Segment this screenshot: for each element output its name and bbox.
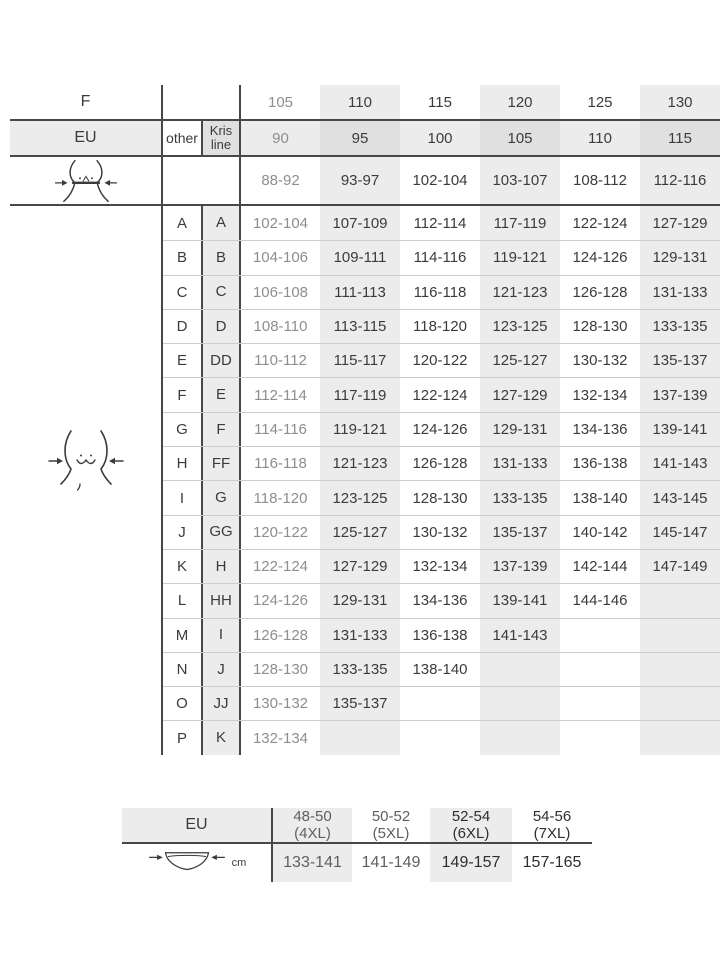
bust-range-cell: 134-136	[572, 420, 628, 438]
bust-range-cell: 108-110	[253, 318, 308, 336]
bust-range-cell: 121-123	[480, 276, 560, 309]
cup-letter-other: P	[176, 729, 187, 747]
bust-range-cell: 123-125	[320, 481, 400, 514]
bust-range-cell: 144-146	[572, 592, 628, 610]
cup-letter-kris: F	[201, 413, 241, 446]
plus-size-data-row	[122, 844, 592, 882]
cup-letter-other: O	[176, 695, 188, 713]
bust-range-cell: 120-122	[412, 352, 468, 370]
plus-size-value: 50-52	[371, 807, 411, 825]
bust-range-cell: 128-130	[252, 661, 309, 678]
bust-range-cell: 130-132	[412, 523, 468, 541]
bust-range-cell: 143-145	[640, 481, 720, 514]
bust-range-cell: 137-139	[640, 378, 720, 411]
bust-range-cell: 139-141	[480, 584, 560, 617]
cup-letter-other: J	[178, 523, 186, 541]
plus-eu-label: EU	[122, 808, 273, 842]
cup-letter-kris: DD	[201, 344, 241, 377]
underbust-range-cell: 108-112	[573, 172, 627, 189]
cup-letter-kris: I	[201, 619, 241, 652]
bust-range-cell: 117-119	[320, 378, 400, 411]
bust-range-cell: 122-124	[572, 214, 628, 232]
bust-range-cell: 118-120	[253, 489, 308, 507]
cup-letter-other: A	[176, 214, 187, 232]
bust-range-cell: 132-134	[252, 729, 309, 747]
cup-section	[10, 206, 720, 755]
eu-size-cell: 110	[560, 121, 640, 155]
bust-range-cell	[640, 619, 720, 652]
bust-range-cell	[640, 584, 720, 617]
cup-row	[163, 309, 720, 343]
cup-letter-other: G	[176, 420, 188, 438]
kris-line-label: Kris line	[201, 121, 241, 155]
bust-range-cell: 121-123	[320, 447, 400, 480]
bust-range-cell: 127-129	[640, 206, 720, 240]
cup-row	[163, 480, 720, 514]
cup-letter-kris: FF	[201, 447, 241, 480]
bust-range-cell	[640, 721, 720, 754]
eu-size-cell: 95	[320, 121, 400, 155]
bust-range-cell: 104-106	[252, 249, 309, 267]
bust-range-cell: 111-113	[320, 276, 400, 309]
hip-range-cell: 149-157	[430, 844, 512, 882]
cup-rows	[163, 206, 720, 755]
plus-size-alt: (5XL)	[372, 825, 410, 842]
f-size-row	[10, 85, 720, 121]
empty-cell	[163, 157, 241, 204]
cup-letter-other: N	[176, 661, 188, 678]
cup-row	[163, 275, 720, 309]
cup-letter-other: D	[176, 318, 188, 336]
f-size-cell: 115	[428, 93, 452, 111]
underbust-row	[10, 157, 720, 206]
underbust-range-cell: 103-107	[480, 157, 560, 204]
cup-letter-other: H	[176, 455, 188, 473]
bust-range-cell: 141-143	[640, 447, 720, 480]
bust-range-cell: 122-124	[412, 386, 468, 404]
cup-letter-kris: D	[201, 310, 241, 343]
cup-row	[163, 412, 720, 446]
cup-letter-kris: JJ	[201, 687, 241, 720]
bust-range-cell: 135-137	[640, 344, 720, 377]
bust-range-cell: 129-131	[320, 584, 400, 617]
cup-letter-kris: E	[201, 378, 241, 411]
bust-range-cell: 136-138	[412, 626, 468, 644]
bust-range-cell: 107-109	[320, 206, 400, 240]
underbust-range-cell: 112-116	[640, 157, 720, 204]
bust-range-cell: 116-118	[413, 283, 467, 301]
plus-size-cell	[273, 808, 352, 842]
bust-range-cell: 128-130	[412, 489, 468, 507]
bust-range-cell: 130-132	[572, 352, 628, 370]
empty-cell	[163, 85, 241, 119]
bust-range-cell: 112-114	[413, 214, 467, 232]
bust-range-cell	[560, 687, 640, 720]
bust-range-cell: 132-134	[412, 558, 468, 576]
cup-letter-other: K	[176, 558, 187, 576]
bust-range-cell	[560, 653, 640, 686]
bust-range-cell: 127-129	[480, 378, 560, 411]
bust-range-cell	[480, 653, 560, 686]
bust-range-cell: 126-128	[252, 626, 309, 644]
f-size-cell: 110	[320, 85, 400, 119]
hip-range-cell: 141-149	[361, 853, 421, 871]
bust-range-cell	[480, 687, 560, 720]
cup-letter-kris: J	[201, 653, 241, 686]
bust-range-cell: 112-114	[254, 386, 307, 404]
plus-size-value: 48-50	[293, 807, 332, 825]
bust-range-cell: 124-126	[572, 249, 628, 267]
size-chart-table	[10, 85, 720, 755]
eu-size-cell: 115	[640, 121, 720, 155]
bust-range-cell: 117-119	[480, 206, 560, 240]
bust-range-cell: 113-115	[320, 310, 400, 343]
bust-range-cell: 135-137	[480, 516, 560, 549]
bust-range-cell: 120-122	[252, 523, 309, 541]
hip-range-cell: 133-141	[273, 844, 352, 882]
bust-range-cell	[640, 687, 720, 720]
cup-letter-kris: B	[201, 241, 241, 274]
bust-range-cell: 122-124	[252, 558, 309, 576]
f-size-cell: 120	[480, 85, 560, 119]
cup-letter-other: C	[176, 283, 188, 301]
bust-range-cell: 124-126	[412, 420, 468, 438]
bust-range-cell: 135-137	[320, 687, 400, 720]
bust-range-cell: 147-149	[640, 550, 720, 583]
bust-measure-icon	[10, 206, 163, 755]
bust-range-cell: 133-135	[480, 481, 560, 514]
eu-size-cell: 100	[400, 121, 480, 155]
bust-range-cell	[560, 619, 640, 652]
underbust-range-cell: 88-92	[261, 172, 300, 189]
hip-range-cell: 157-165	[522, 853, 582, 871]
cup-letter-kris: G	[201, 481, 241, 514]
bust-range-cell: 139-141	[640, 413, 720, 446]
plus-size-alt: (4XL)	[294, 825, 331, 842]
bust-range-cell: 118-120	[413, 318, 467, 336]
bust-range-cell: 133-135	[640, 310, 720, 343]
cup-row	[163, 618, 720, 652]
cup-letter-other: F	[177, 386, 187, 404]
plus-size-value: 52-54	[451, 807, 491, 825]
bust-range-cell: 110-112	[254, 352, 307, 370]
plus-size-header-row	[122, 808, 592, 844]
cup-row	[163, 549, 720, 583]
bust-range-cell: 129-131	[640, 241, 720, 274]
plus-size-alt: (6XL)	[452, 825, 490, 842]
cup-row	[163, 686, 720, 720]
cup-letter-kris: A	[201, 206, 241, 240]
plus-size-cell	[430, 808, 512, 842]
bust-range-cell: 119-121	[480, 241, 560, 274]
briefs-measure-icon	[147, 849, 227, 877]
bust-range-cell	[400, 687, 480, 720]
cup-row	[163, 515, 720, 549]
cup-letter-other: I	[179, 489, 185, 507]
hip-measure-cell	[122, 844, 273, 882]
bust-range-cell: 114-116	[254, 420, 307, 438]
eu-size-cell: 105	[480, 121, 560, 155]
cup-letter-kris: H	[201, 550, 241, 583]
bust-range-cell: 138-140	[412, 661, 468, 678]
cup-letter-kris: C	[201, 276, 241, 309]
underbust-measure-icon	[10, 157, 163, 204]
bust-range-cell: 131-133	[640, 276, 720, 309]
cup-row	[163, 446, 720, 480]
plus-size-cell	[352, 808, 430, 842]
underbust-range-cell: 93-97	[320, 157, 400, 204]
bust-range-cell: 145-147	[640, 516, 720, 549]
bust-range-cell: 131-133	[480, 447, 560, 480]
bust-range-cell: 130-132	[252, 695, 309, 713]
bust-range-cell: 102-104	[252, 214, 309, 232]
eu-size-row	[10, 121, 720, 157]
f-system-label: F	[10, 85, 163, 119]
bust-range-cell: 136-138	[572, 455, 628, 473]
bust-range-cell: 125-127	[480, 344, 560, 377]
bust-range-cell	[560, 721, 640, 754]
bust-range-cell: 126-128	[572, 283, 628, 301]
bust-range-cell: 134-136	[412, 592, 468, 610]
bust-range-cell	[640, 653, 720, 686]
bust-range-cell: 119-121	[320, 413, 400, 446]
bust-range-cell: 142-144	[572, 558, 628, 576]
cup-row	[163, 240, 720, 274]
cup-letter-other: E	[176, 352, 187, 370]
cup-row	[163, 583, 720, 617]
bust-range-cell: 138-140	[572, 489, 628, 507]
bust-range-cell: 123-125	[480, 310, 560, 343]
bust-range-cell: 128-130	[572, 318, 628, 336]
plus-size-cell	[512, 808, 592, 842]
cup-letter-other: M	[175, 626, 189, 644]
cup-letter-other: L	[177, 592, 187, 610]
bust-range-cell: 132-134	[572, 386, 628, 404]
unit-label: cm	[231, 857, 247, 869]
bust-range-cell: 109-111	[320, 241, 400, 274]
bust-range-cell: 133-135	[320, 653, 400, 686]
cup-row	[163, 652, 720, 686]
bust-range-cell: 140-142	[572, 523, 628, 541]
cup-letter-kris: HH	[201, 584, 241, 617]
bust-range-cell: 126-128	[412, 455, 468, 473]
bust-range-cell: 137-139	[480, 550, 560, 583]
bust-range-cell	[320, 721, 400, 754]
f-size-cell: 105	[267, 93, 294, 111]
cup-row	[163, 720, 720, 754]
eu-system-label: EU	[10, 121, 163, 155]
bust-range-cell: 114-116	[413, 249, 467, 267]
plus-size-value: 54-56	[532, 807, 572, 825]
bust-range-cell: 127-129	[320, 550, 400, 583]
bust-range-cell: 115-117	[320, 344, 400, 377]
cup-letter-kris: K	[201, 721, 241, 754]
plus-size-alt: (7XL)	[533, 825, 571, 842]
plus-size-table	[122, 808, 592, 882]
f-size-cell: 130	[640, 85, 720, 119]
f-size-cell: 125	[587, 93, 613, 111]
bust-range-cell: 131-133	[320, 619, 400, 652]
eu-size-cell: 90	[241, 121, 320, 155]
bust-range-cell: 141-143	[480, 619, 560, 652]
bust-range-cell	[480, 721, 560, 754]
bust-range-cell: 129-131	[480, 413, 560, 446]
cup-letter-other: B	[176, 249, 187, 267]
cup-row	[163, 343, 720, 377]
cup-row	[163, 206, 720, 240]
bust-range-cell: 116-118	[254, 455, 307, 473]
other-brands-label: other	[163, 121, 201, 155]
cup-letter-kris: GG	[201, 516, 241, 549]
cup-row	[163, 377, 720, 411]
bust-range-cell	[400, 721, 480, 754]
underbust-range-cell: 102-104	[412, 172, 468, 189]
bust-range-cell: 124-126	[252, 592, 309, 610]
bust-range-cell: 106-108	[252, 283, 309, 301]
bust-range-cell: 125-127	[320, 516, 400, 549]
